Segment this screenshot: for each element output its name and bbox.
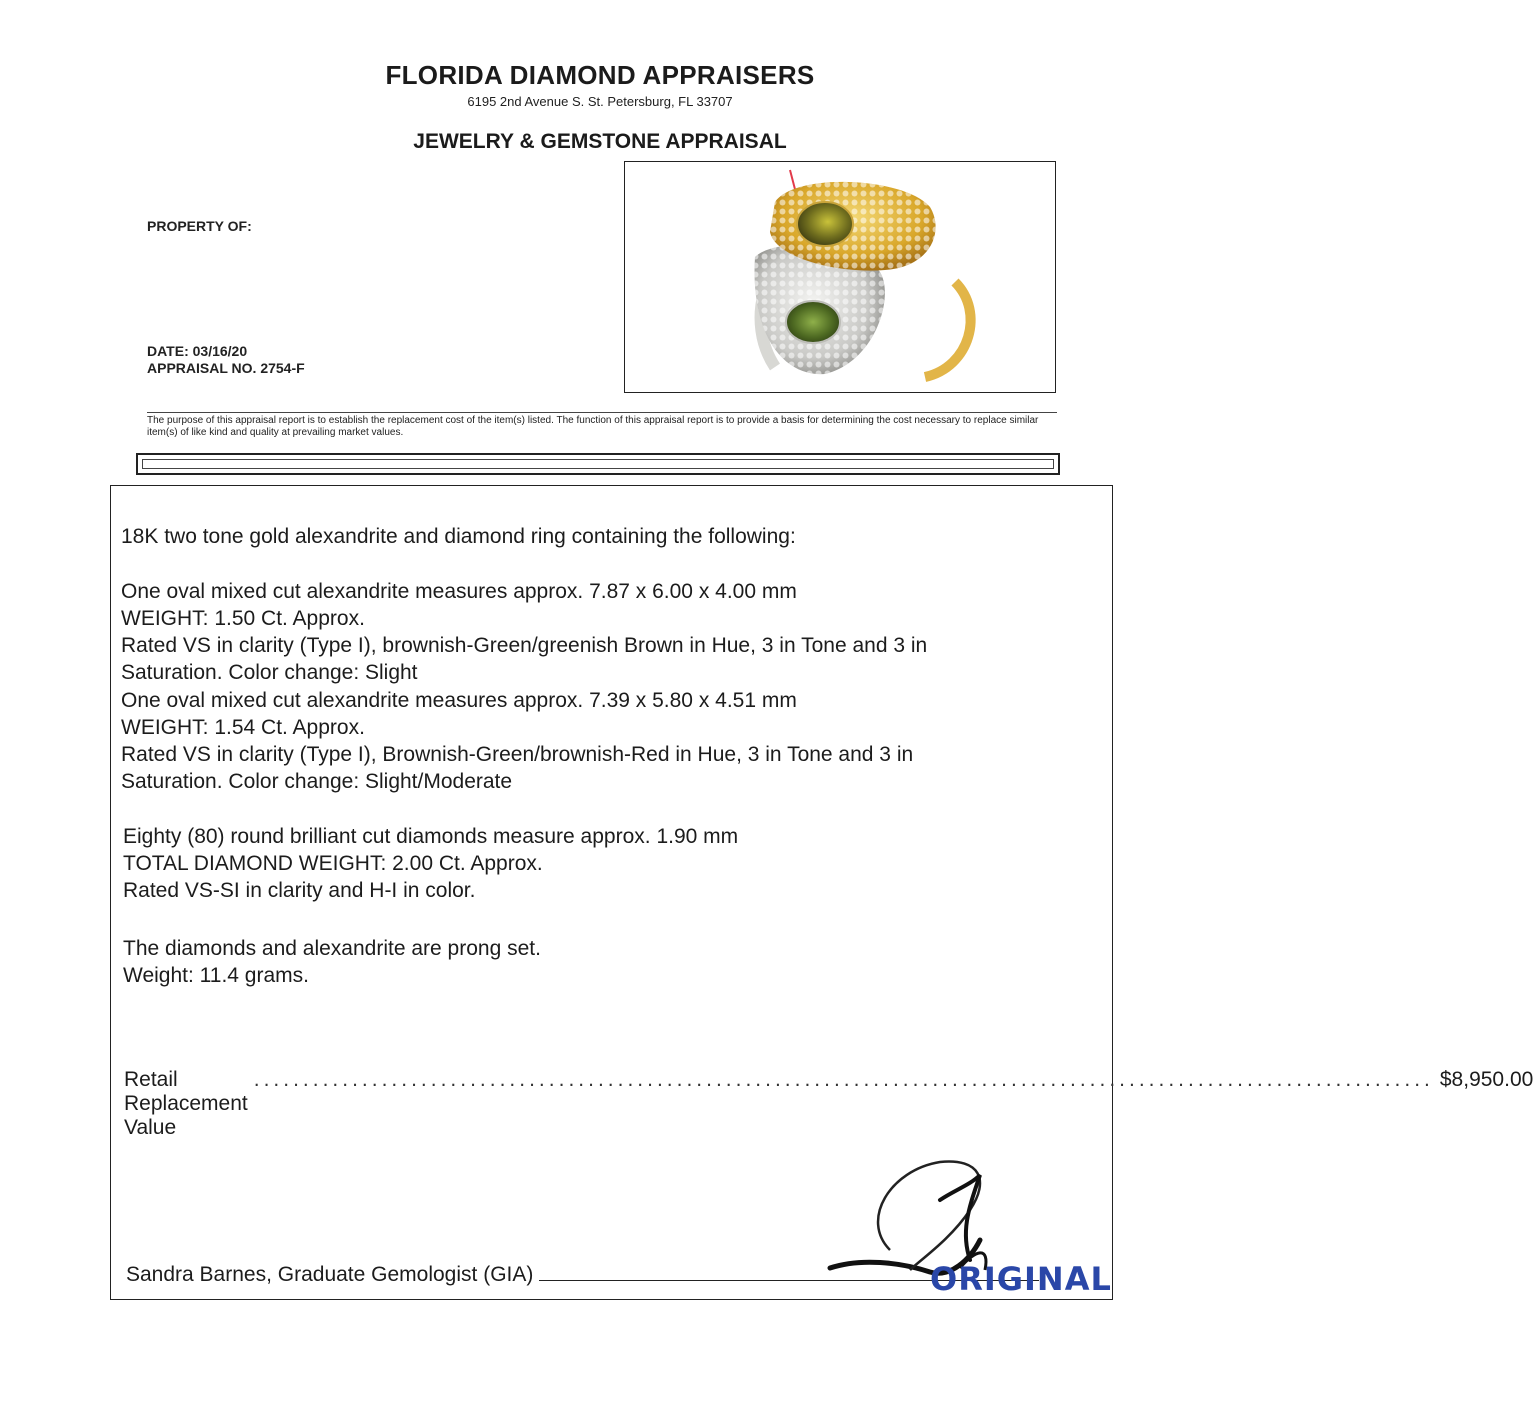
diamonds-line: Rated VS-SI in clarity and H-I in color. [123, 879, 476, 902]
leader-dots: ........................................................................................................................ [253, 1068, 1434, 1091]
setting-block [123, 935, 1083, 989]
purpose-statement: The purpose of this appraisal report is to establish the replacement cost of the item(s) listed. The function of this appraisal report is to provide a basis for determining the cost necessary to replace similar item(s) of like kind and quality at prevailing market values. [147, 415, 1039, 438]
setting-line: Weight: 11.4 grams. [123, 964, 309, 987]
appraisal-number: APPRAISAL NO. 2754-F [147, 360, 305, 376]
retail-value-row [124, 1068, 1533, 1140]
retail-value-label: Retail Replacement Value [124, 1068, 248, 1139]
ring-image [625, 162, 1057, 394]
diamonds-line: TOTAL DIAMOND WEIGHT: 2.00 Ct. Approx. [123, 852, 543, 875]
stone-1-block [121, 578, 1081, 686]
blank-double-box-inner [142, 459, 1054, 469]
document-title: JEWELRY & GEMSTONE APPRAISAL [413, 130, 787, 153]
stone-2-line: WEIGHT: 1.54 Ct. Approx. [121, 716, 365, 739]
appraisal-date: DATE: 03/16/20 [147, 343, 248, 359]
stone-2-block [121, 687, 1081, 795]
original-stamp: ORIGINAL [930, 1260, 1112, 1298]
ring-photo [624, 161, 1056, 393]
property-of-label: PROPERTY OF: [147, 218, 252, 234]
stone-1-line: Rated VS in clarity (Type I), brownish-Green/greenish Brown in Hue, 3 in Tone and 3 in [121, 634, 928, 657]
stone-2-line: One oval mixed cut alexandrite measures approx. 7.39 x 5.80 x 4.51 mm [121, 689, 797, 712]
stone-2-line: Rated VS in clarity (Type I), Brownish-Green/brownish-Red in Hue, 3 in Tone and 3 in [121, 743, 914, 766]
stone-2-line: Saturation. Color change: Slight/Moderate [121, 770, 513, 793]
company-name: FLORIDA DIAMOND APPRAISERS [385, 60, 815, 90]
appraiser-name: Sandra Barnes, Graduate Gemologist (GIA) [126, 1263, 534, 1286]
description-intro: 18K two tone gold alexandrite and diamond ring containing the following: [121, 525, 796, 548]
retail-value-amount: $8,950.00 [1439, 1068, 1533, 1091]
purpose-divider [147, 412, 1057, 413]
company-address: 6195 2nd Avenue S. St. Petersburg, FL 33707 [467, 94, 733, 109]
stone-1-line: Saturation. Color change: Slight [121, 661, 418, 684]
setting-line: The diamonds and alexandrite are prong set. [123, 937, 541, 960]
stone-1-line: One oval mixed cut alexandrite measures approx. 7.87 x 6.00 x 4.00 mm [121, 580, 797, 603]
stone-1-line: WEIGHT: 1.50 Ct. Approx. [121, 607, 365, 630]
diamonds-line: Eighty (80) round brilliant cut diamonds measure approx. 1.90 mm [123, 825, 739, 848]
blank-double-box [136, 453, 1060, 475]
diamonds-block [123, 823, 1083, 904]
